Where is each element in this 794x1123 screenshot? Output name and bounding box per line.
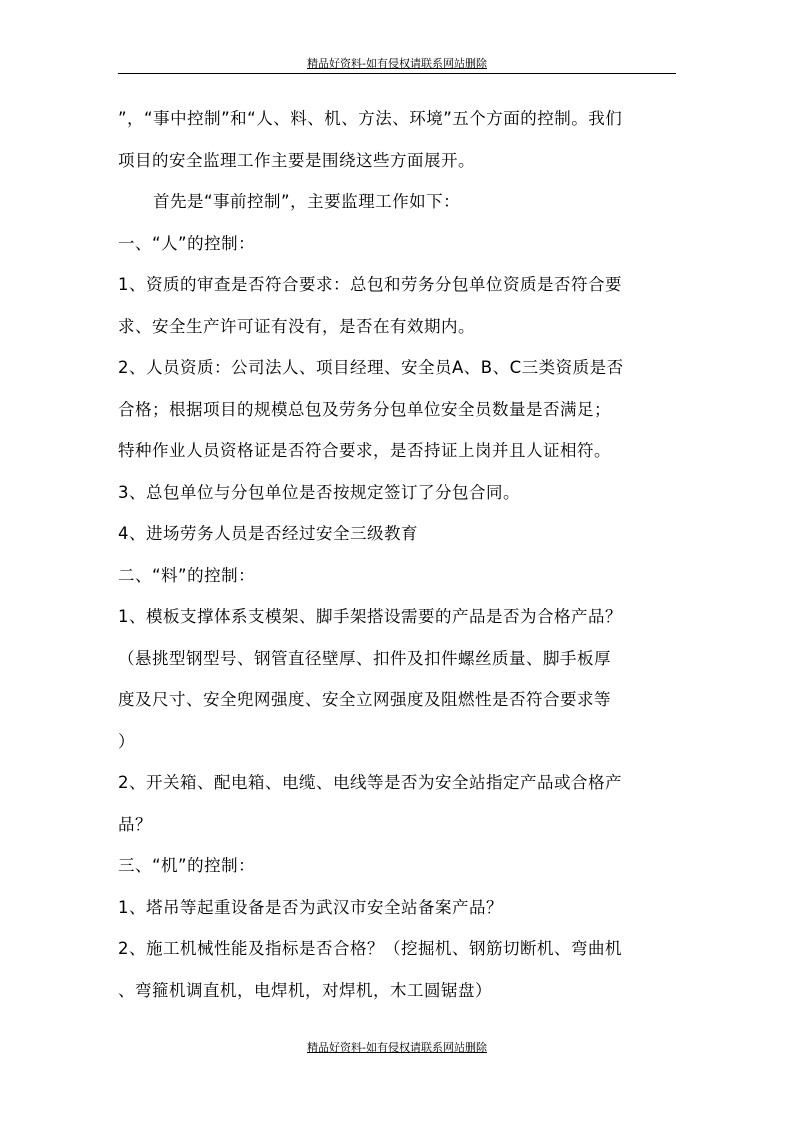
section-heading: 三、“机”的控制： [118,856,256,875]
paragraph-line: 首先是“事前控制”，主要监理工作如下： [153,192,461,211]
paragraph-line: 度及尺寸、安全兜网强度、安全立网强度及阻燃性是否符合要求等 [118,690,611,709]
paragraph-line: 3、总包单位与分包单位是否按规定签订了分包合同。 [118,482,520,502]
page-footer: 精品好资料-如有侵权请联系网站删除 [307,1041,487,1054]
paragraph-line: 2、开关箱、配电箱、电缆、电线等是否为安全站指定产品或合格产 [118,773,622,792]
paragraph-line: 特种作业人员资格证是否符合要求，是否持证上岗并且人证相符。 [118,441,611,460]
paragraph-line: 1、资质的审查是否符合要求：总包和劳务分包单位资质是否符合要 [118,275,622,294]
document-body [118,98,676,1011]
section-heading: 一、“人”的控制： [118,233,256,253]
section-heading: 二、“料”的控制： [118,565,256,585]
paragraph-line: 求、安全生产许可证有没有，是否在有效期内。 [118,316,475,336]
paragraph-line: ） [118,731,135,751]
page-header: 精品好资料-如有侵权请联系网站删除 [307,57,487,70]
paragraph-line: （悬挑型钢型号、钢管直径壁厚、扣件及扣件螺丝质量、脚手板厚 [118,648,611,668]
paragraph-line: 1、塔吊等起重设备是否为武汉市安全站备案产品？ [118,897,503,917]
paragraph-line: 合格；根据项目的规模总包及劳务分包单位安全员数量是否满足； [118,399,611,419]
paragraph-line: 项目的安全监理工作主要是围绕这些方面展开。 [118,150,475,170]
paragraph-line: 品？ [118,814,152,834]
paragraph-line: 2、施工机械性能及指标是否合格？（挖掘机、钢筋切断机、弯曲机 [118,939,622,958]
paragraph-line: 1、模板支撑体系支模架、脚手架搭设需要的产品是否为合格产品？ [118,607,622,626]
paragraph-line: ”，“事中控制”和“人、料、机、方法、环境”五个方面的控制。我们 [118,109,623,128]
header-divider [118,73,676,74]
paragraph-line: 、弯箍机调直机，电焊机，对焊机，木工圆锯盘） [118,980,492,1000]
paragraph-line: 2、人员资质：公司法人、项目经理、安全员A、B、C三类资质是否 [118,358,624,377]
paragraph-line: 4、进场劳务人员是否经过安全三级教育 [118,524,418,543]
